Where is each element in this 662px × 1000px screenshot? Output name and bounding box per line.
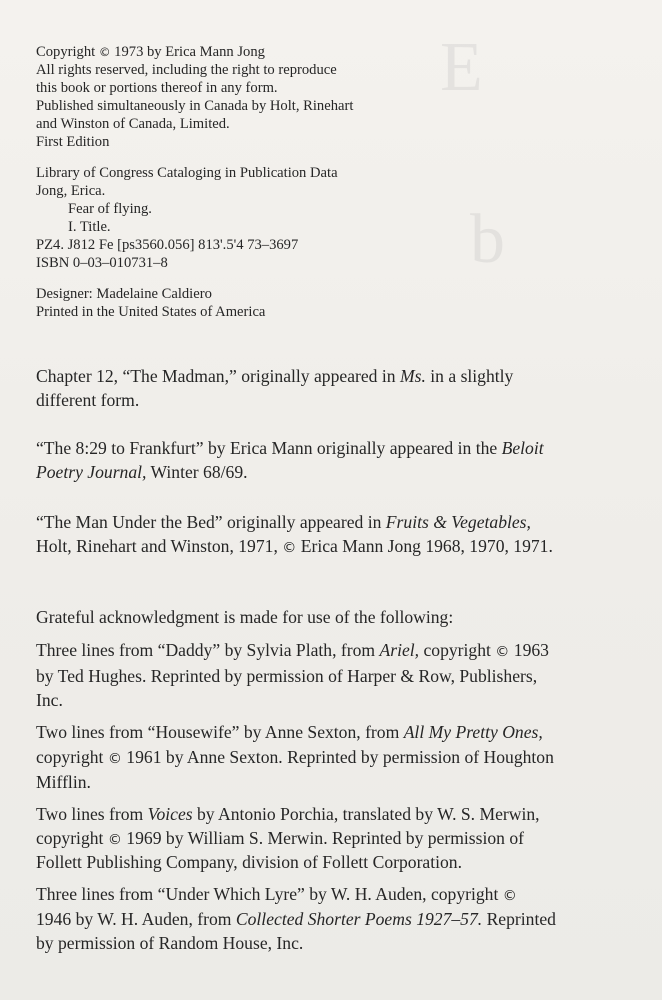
acknowledgment-2-cont: Mifflin.: [36, 772, 91, 792]
cataloging-title: Fear of flying.: [68, 201, 152, 217]
text: Winter 68/69.: [146, 462, 248, 482]
text: copyright: [36, 828, 108, 848]
book-title: Collected Shorter Poems 1927–57.: [235, 909, 483, 929]
cataloging-heading: Library of Congress Cataloging in Publication Data: [36, 165, 338, 181]
prior-publication-2-cont: [36, 461, 248, 483]
text: Chapter 12, “The Madman,” originally appeared in: [36, 366, 400, 386]
acknowledgment-3: [36, 803, 540, 825]
text: copyright: [36, 747, 108, 767]
copyright-symbol: ©: [495, 644, 510, 660]
text: “The Man Under the Bed” originally appeared in: [36, 512, 386, 532]
prior-publication-2: [36, 437, 544, 459]
text: copyright: [419, 640, 496, 660]
text: Erica Mann Jong 1968, 1970, 1971.: [296, 536, 553, 556]
text: 1946 by W. H. Auden, from: [36, 909, 236, 929]
book-title: Voices: [147, 804, 193, 824]
rights-line: this book or portions thereof in any form.: [36, 80, 278, 96]
text: “The 8:29 to Frankfurt” by Erica Mann originally appeared in the: [36, 438, 502, 458]
text: Holt, Rinehart and Winston, 1971,: [36, 536, 283, 556]
text: Reprinted: [482, 909, 556, 929]
copyright-line: [36, 44, 265, 61]
text: Three lines from “Under Which Lyre” by W. H. Auden, copyright: [36, 884, 503, 904]
show-through-shadow: E: [440, 29, 487, 106]
text: Three lines from “Daddy” by Sylvia Plath, from: [36, 640, 380, 660]
canada-line: and Winston of Canada, Limited.: [36, 116, 230, 132]
copyright-symbol: ©: [502, 888, 517, 904]
edition-line: First Edition: [36, 134, 110, 150]
cataloging-entry: I. Title.: [68, 219, 111, 235]
journal-title: Beloit: [501, 438, 544, 458]
text: 1969 by William S. Merwin. Reprinted by permission of: [121, 828, 525, 848]
copyright-symbol: ©: [98, 45, 111, 59]
show-through-shadow: b: [470, 201, 509, 278]
text: 1963: [509, 640, 549, 660]
acknowledgment-1: [36, 639, 549, 663]
text: Two lines from “Housewife” by Anne Sexton, from: [36, 722, 404, 742]
designer-credit: Designer: Madelaine Caldiero: [36, 286, 212, 302]
printed-line: Printed in the United States of America: [36, 304, 266, 320]
acknowledgment-3-cont: Follett Publishing Company, division of Follett Corporation.: [36, 852, 463, 872]
acknowledgment-2-cont: [36, 746, 554, 770]
canada-line: Published simultaneously in Canada by Holt, Rinehart: [36, 98, 354, 114]
text: by Antonio Porchia, translated by W. S. Merwin,: [192, 804, 540, 824]
rights-line: All rights reserved, including the right to reproduce: [36, 62, 337, 78]
cataloging-classification: PZ4. J812 Fe [ps3560.056] 813'.5'4 73–3697: [36, 237, 299, 253]
prior-publication-3-cont: [36, 535, 553, 559]
prior-publication-3: [36, 511, 531, 533]
magazine-title: Ms.: [399, 366, 426, 386]
copyright-symbol: ©: [107, 832, 122, 848]
acknowledgment-4: [36, 883, 517, 907]
acknowledgment-4-cont: [36, 908, 556, 930]
copyright-text: Copyright: [36, 44, 96, 60]
acknowledgment-3-cont: [36, 827, 524, 851]
book-title: Fruits & Vegetables,: [385, 512, 531, 532]
acknowledgments-heading: Grateful acknowledgment is made for use of the following:: [36, 607, 454, 627]
acknowledgment-1-cont: by Ted Hughes. Reprinted by permission of Harper & Row, Publishers,: [36, 666, 538, 686]
acknowledgment-2: [36, 721, 543, 743]
text: in a slightly: [425, 366, 514, 386]
prior-publication-1: [36, 365, 513, 387]
journal-title: Poetry Journal,: [36, 462, 147, 482]
text: Two lines from: [36, 804, 148, 824]
prior-publication-1-cont: different form.: [36, 390, 140, 410]
book-title: Ariel,: [379, 640, 420, 660]
copyright-holder: 1973 by Erica Mann Jong: [114, 44, 265, 60]
cataloging-author: Jong, Erica.: [36, 183, 106, 199]
acknowledgment-1-cont: Inc.: [36, 690, 63, 710]
text: 1961 by Anne Sexton. Reprinted by permission of Houghton: [121, 747, 554, 767]
isbn: ISBN 0–03–010731–8: [36, 255, 168, 271]
copyright-symbol: ©: [107, 751, 122, 767]
acknowledgment-4-cont: by permission of Random House, Inc.: [36, 933, 304, 953]
copyright-symbol: ©: [282, 540, 297, 556]
book-title: All My Pretty Ones,: [403, 722, 543, 742]
